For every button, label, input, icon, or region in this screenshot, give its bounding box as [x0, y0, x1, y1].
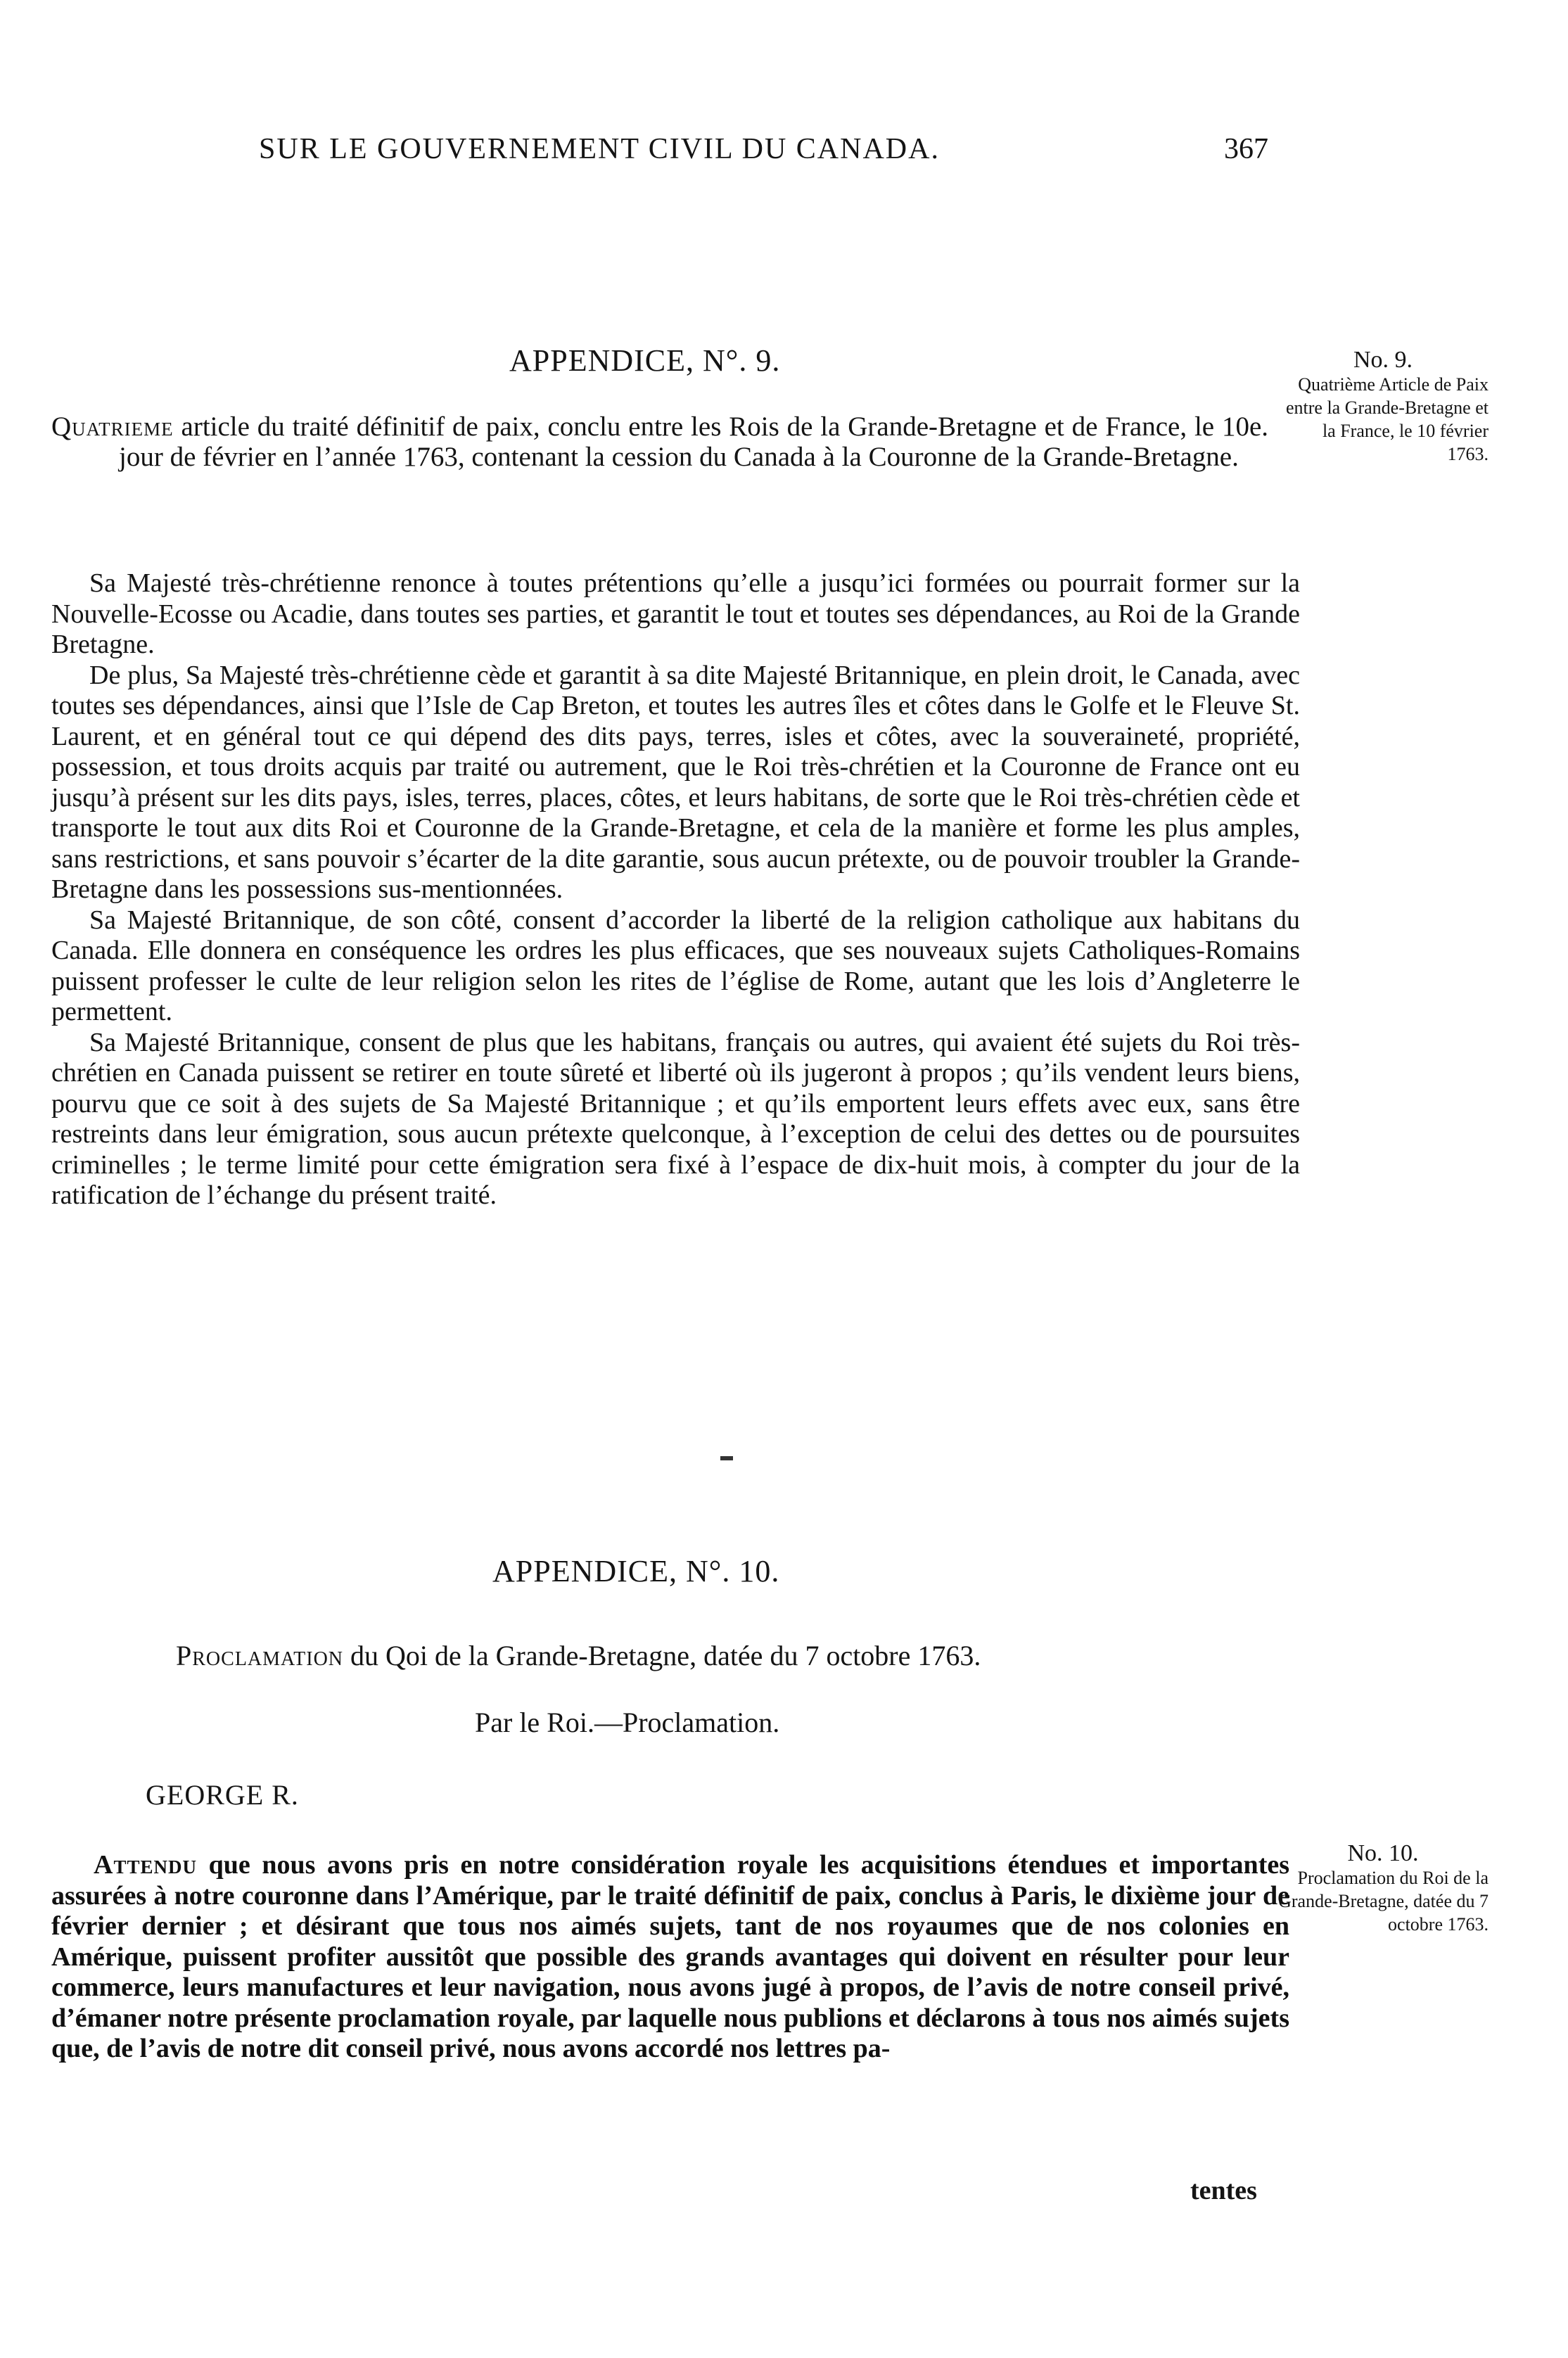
proclamation-subtitle: Par le Roi.—Proclamation.	[475, 1707, 780, 1738]
marginal-note-10-text: Proclamation du Roi de la Grande-Bretagne, datée du 7 octobre 1763.	[1278, 1868, 1489, 1935]
proclamation-heading	[176, 1639, 981, 1672]
paragraph-lead-word: Attendu	[94, 1850, 197, 1880]
paragraph-text: que nous avons pris en notre considération royale les acquisitions étendues et importantes assurées à notre couronne dans l’Amérique, par le traité définitif de paix, conclus à Paris, le dixième jour de février dernier ; et désirant que tous nos aimés sujets, tant de nos royaumes que de nos colonies en Amérique, puissent profiter aussitôt que possible des grands avantages qui doivent en résulter pour leur commerce, leurs manufactures et leur navigation, nous avons jugé à propos, de l’avis de notre conseil privé, d’émaner notre présente proclamation royale, par laquelle nous publions et déclarons à tous nos aimés sujets que, de l’avis de notre dit conseil privé, nous avons accordé nos lettres pa-	[51, 1850, 1289, 2063]
running-title: SUR LE GOUVERNEMENT CIVIL DU CANADA.	[259, 133, 940, 165]
marginal-note-9-head: No. 9.	[1353, 347, 1413, 373]
body-paragraph: Sa Majesté Britannique, de son côté, consent d’accorder la liberté de la religion catholique aux habitans du Canada. Elle donnera en conséquence les ordres les plus efficaces, que ses nouveaux sujets Catholiques-Romains puissent professer le culte de leur religion selon les rites de l’église de Rome, autant que les lois d’Angleterre le permettent.	[51, 905, 1300, 1026]
appendix-9-summary	[51, 412, 1268, 472]
marginal-note-9-text: Quatrième Article de Paix entre la Grande-Bretagne et la France, le 10 février 1763.	[1285, 374, 1489, 464]
proclamation-heading-text: du Qoi de la Grande-Bretagne, datée du 7 octobre 1763.	[350, 1640, 981, 1671]
summary-lead-word: Quatrieme	[51, 412, 174, 442]
page-number: 367	[1224, 133, 1268, 165]
appendix-10-title: APPENDICE, N°. 10.	[492, 1554, 780, 1588]
appendix-9-body	[51, 568, 1300, 1211]
body-paragraph: Sa Majesté très-chrétienne renonce à toutes prétentions qu’elle a jusqu’ici formées ou pourrait former sur la Nouvelle-Ecosse ou Acadie, dans toutes ses parties, et garantit le tout et toutes ses dépendances, au Roi de la Grande Bretagne.	[51, 568, 1300, 659]
marginal-note-9	[1277, 348, 1489, 466]
catchword: tentes	[1190, 2176, 1257, 2205]
appendix-10-body	[51, 1850, 1289, 2065]
body-paragraph: Sa Majesté Britannique, consent de plus que les habitans, français ou autres, qui avaient été sujets du Roi très-chrétien en Canada puissent se retirer en toute sûreté et liberté où ils jugeront à propos ; qu’ils vendent leurs biens, pourvu que ce soit à des sujets de Sa Majesté Britannique ; et qu’ils emportent leurs effets avec eux, sans être restreints dans leur émigration, sous aucun prétexte quelconque, à l’exception de celui des dettes ou de poursuites criminelles ; le terme limité pour cette émigration sera fixé à l’espace de dix-huit mois, à compter du jour de la ratification de l’échange du présent traité.	[51, 1027, 1300, 1210]
marginal-note-10	[1277, 1842, 1489, 1936]
body-paragraph: De plus, Sa Majesté très-chrétienne cède et garantit à sa dite Majesté Britannique, en plein droit, le Canada, avec toutes ses dépendances, ainsi que l’Isle de Cap Breton, et toutes les autres îles et côtes dans le Golfe et le Fleuve St. Laurent, et en général tout ce qui dépend des dits pays, terres, isles et côtes, avec la souveraineté, propriété, possession, et tous droits acquis par traité ou autrement, que le Roi très-chrétien et la Couronne de France ont eu jusqu’à présent sur les dits pays, isles, terres, places, côtes, et leurs habitans, de sorte que le Roi très-chrétien cède et transporte le tout aux dits Roi et Couronne de la Grande-Bretagne, et cela de la manière et forme les plus amples, sans restrictions, et sans pouvoir s’écarter de la dite garantie, sous aucun prétexte, ou de pouvoir troubler la Grande-Bretagne dans les possessions sus-mentionnées.	[51, 660, 1300, 904]
separator-mark	[720, 1456, 733, 1460]
appendix-9-title: APPENDICE, N°. 9.	[509, 343, 781, 378]
proclamation-lead-word: Proclamation	[176, 1640, 344, 1671]
signatory: GEORGE R.	[146, 1779, 299, 1811]
body-paragraph	[51, 1850, 1289, 2065]
marginal-note-10-head: No. 10.	[1347, 1840, 1419, 1866]
summary-text: article du traité définitif de paix, conclu entre les Rois de la Grande-Bretagne et de France, le 10e. jour de février en l’année 1763, contenant la cession du Canada à la Couronne de la Grande-Bretagne.	[119, 412, 1269, 472]
